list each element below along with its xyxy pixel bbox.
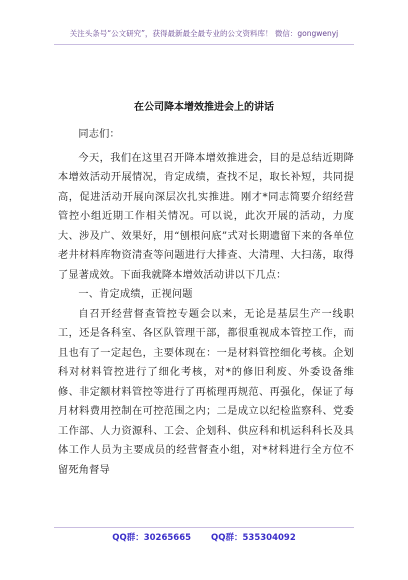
header-banner: 关注头条号“公文研究”，获得最新最全最专业的公文资料库！ 微信：gongwenyj [69, 29, 339, 38]
footer-contacts [0, 531, 408, 543]
greeting: 同志们： [78, 129, 120, 140]
document-body [58, 125, 354, 480]
document-title: 在公司降本增效推进会上的讲话 [134, 102, 274, 113]
paragraph-intro: 今天，我们在这里召开降本增效推进会，目的是总结近期降本增效活动开展情况，肯定成绩，查找不足，取长补短，共同提高，促进活动开展向深层次扎实推进。刚才*同志简要介绍经营管控小组近期工作相关情况。可以说，此次开展的活动，力度大、涉及广、效果好，用“刨根问底”式对长期遗留下来的各单位老井材料库物资清查等问题进行大排查、大清理、大扫荡，取得了显著成效。下面我就降本增效活动讲以下几点： [58, 152, 354, 281]
footer-divider [54, 527, 354, 528]
paragraph-section-one: 自召开经营督查管控专题会以来，无论是基层生产一线职工，还是各科室、各区队管理干部，都很重视成本管控工作，而且也有了一定起色，主要体现在：一是材料管控细化考核。企划科对材料管控进行了细化考核，对*的修旧利废、外委设备维修、非定额材料管控等进行了再梳理再规范、再强化，保证了每月材料费用控制在可控范围之内；二是成立以纪检监察科、党委工作部、人力资源科、工会、企划科、供应科和机运科科长及具体工作人员为主要成员的经营督查小组，对*材料进行全方位不留死角督导 [58, 308, 354, 476]
section-heading: 一、肯定成绩，正视问题 [78, 289, 193, 300]
footer-qq-group-2: QQ群：535304092 [211, 533, 296, 543]
header-divider [54, 44, 354, 45]
footer-qq-group-1: QQ群：30265665 [112, 533, 192, 543]
